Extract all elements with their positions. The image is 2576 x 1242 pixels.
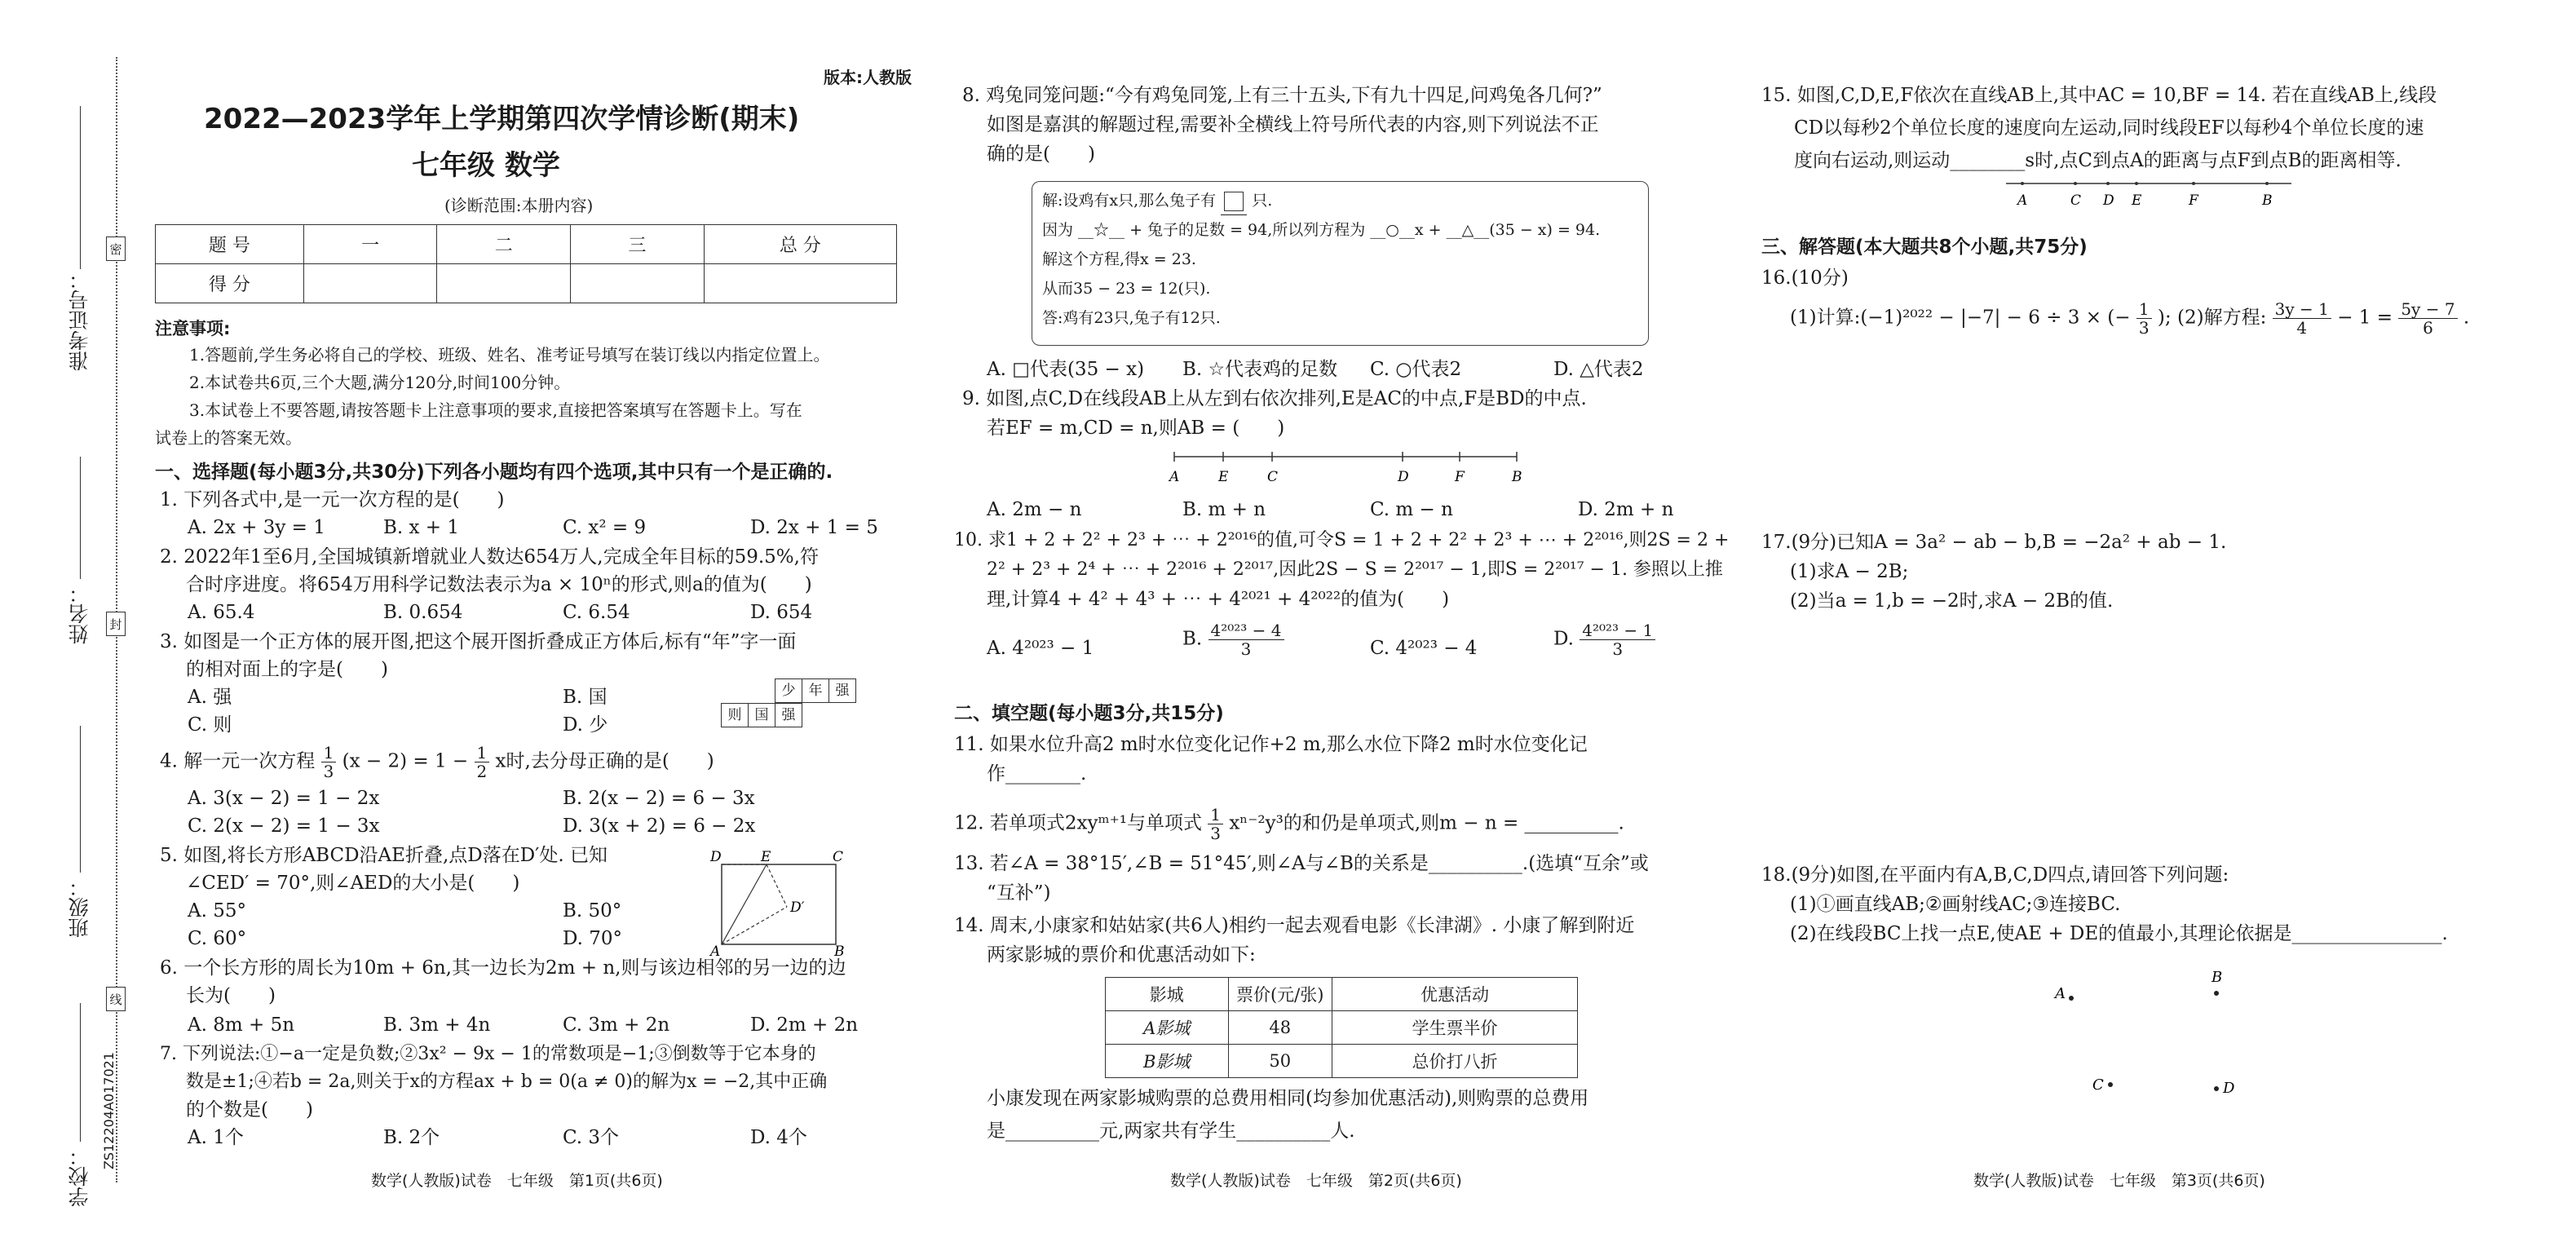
cinema-cell: 50 bbox=[1228, 1045, 1332, 1078]
q4-fraction-1 bbox=[321, 744, 337, 780]
frac-num: 4²⁰²³ − 4 bbox=[1208, 621, 1284, 640]
net-cell: 少 bbox=[775, 678, 802, 703]
point-label: D bbox=[2103, 192, 2114, 209]
score-header-cell: 一 bbox=[303, 225, 437, 264]
q8-option-d[interactable]: D. △代表2 bbox=[1553, 359, 1644, 380]
question-10-line1: 10. 求1 + 2 + 2² + 2³ + ⋯ + 2²⁰¹⁶的值,可令S = 1 + 2 + 2² + 2³ + ⋯ + 2²⁰¹⁶,则2S = 2 + bbox=[954, 530, 1730, 550]
score-cell[interactable] bbox=[303, 264, 437, 303]
q4-option-d[interactable]: D. 3(x + 2) = 6 − 2x bbox=[563, 815, 756, 837]
q8-option-c[interactable]: C. ○代表2 bbox=[1370, 359, 1462, 380]
binding-margin bbox=[0, 0, 143, 1242]
page-1-footer: 数学(人教版)试卷 七年级 第1页(共6页) bbox=[371, 1172, 663, 1190]
q4-option-a[interactable]: A. 3(x − 2) = 1 − 2x bbox=[188, 788, 380, 809]
q16-2-text-mid: − 1 = bbox=[2337, 307, 2393, 329]
paper-code: ZS12204A017021 bbox=[101, 1052, 117, 1170]
table-row bbox=[1106, 1011, 1578, 1045]
q3-option-a[interactable]: A. 强 bbox=[188, 687, 232, 708]
notes-title: 注意事项: bbox=[155, 319, 231, 338]
cinema-cell: B影城 bbox=[1106, 1045, 1229, 1078]
q1-option-a[interactable]: A. 2x + 3y = 1 bbox=[188, 517, 325, 538]
point-label: C bbox=[833, 849, 844, 865]
frac-den: 3 bbox=[1612, 639, 1624, 659]
cinema-header-cell: 票价(元/张) bbox=[1228, 978, 1332, 1011]
q16-part-1 bbox=[1790, 300, 2172, 337]
frac-num: 1 bbox=[2136, 300, 2152, 319]
q6-option-b[interactable]: B. 3m + 4n bbox=[383, 1014, 491, 1036]
point-label: E bbox=[761, 849, 771, 865]
q12-text-post: xⁿ⁻²y³的和仍是单项式,则m − n = __________. bbox=[1229, 812, 1624, 834]
q9-option-d[interactable]: D. 2m + n bbox=[1578, 499, 1674, 520]
exam-scope: (诊断范围:本册内容) bbox=[444, 196, 594, 215]
score-table bbox=[155, 224, 897, 303]
score-cell[interactable] bbox=[571, 264, 705, 303]
point-label: E bbox=[2132, 192, 2142, 209]
frac-num: 1 bbox=[321, 744, 337, 762]
exam-number-field[interactable] bbox=[80, 106, 81, 269]
score-row-label: 得 分 bbox=[156, 264, 304, 303]
question-8-line2: 如图是嘉淇的解题过程,需要补全横线上符号所代表的内容,则下列说法不正 bbox=[987, 114, 1599, 135]
question-15-line3[interactable]: 度向右运动,则运动________s时,点C到点A的距离与点F到点B的距离相等. bbox=[1794, 150, 2401, 171]
net-cell: 强 bbox=[828, 678, 856, 703]
exam-title: 2022—2023学年上学期第四次学情诊断(期末) bbox=[204, 103, 800, 135]
exam-subtitle: 七年级 数学 bbox=[412, 149, 560, 182]
q9-segment-figure bbox=[1158, 447, 1533, 488]
cinema-header-cell: 影城 bbox=[1106, 978, 1229, 1011]
q12-fraction bbox=[1208, 806, 1223, 842]
question-6-line1: 6. 一个长方形的周长为10m + 6n,其一边长为2m + n,则与该边相邻的另一边的边 bbox=[160, 957, 846, 979]
solution-line-1-pre: 解:设鸡有x只,那么兔子有 bbox=[1042, 192, 1217, 210]
question-8-line1: 8. 鸡兔同笼问题:“今有鸡兔同笼,上有三十五头,下有九十四足,问鸡兔各几何?” bbox=[962, 85, 1602, 106]
point-label: C bbox=[2092, 1076, 2104, 1094]
solution-line-2: 因为 __☆__ + 兔子的足数 = 94,所以列方程为 __○__x + __△__(35 − x) = 94. bbox=[1042, 221, 1601, 239]
solution-line-4: 从而35 − 23 = 12(只). bbox=[1042, 280, 1211, 298]
point-label: D bbox=[2223, 1080, 2235, 1097]
q7-option-d[interactable]: D. 4个 bbox=[750, 1127, 807, 1148]
point-label: F bbox=[2189, 192, 2198, 209]
question-15-line1: 15. 如图,C,D,E,F依次在直线AB上,其中AC = 10,BF = 14. 若在直线AB上,线段 bbox=[1761, 85, 2437, 106]
q4-text-mid: (x − 2) = 1 − bbox=[342, 750, 469, 772]
question-2-line2: 合时序进度。将654万用科学记数法表示为a × 10ⁿ的形式,则a的值为( ) bbox=[186, 574, 812, 595]
score-header-cell: 二 bbox=[437, 225, 571, 264]
question-5-line2: ∠CED′ = 70°,则∠AED的大小是( ) bbox=[186, 873, 520, 894]
frac-den: 2 bbox=[476, 762, 488, 781]
q10-d-fraction bbox=[1580, 621, 1655, 658]
net-cell: 年 bbox=[802, 678, 829, 703]
q4-option-c[interactable]: C. 2(x − 2) = 1 − 3x bbox=[188, 815, 380, 837]
seal-mark-xian: 线 bbox=[106, 987, 126, 1011]
point-label: F bbox=[1455, 469, 1465, 485]
q9-option-b[interactable]: B. m + n bbox=[1182, 499, 1266, 520]
question-15-line2: CD以每秒2个单位长度的速度向左运动,同时线段EF以每秒4个单位长度的速 bbox=[1794, 117, 2424, 139]
score-header-cell: 总 分 bbox=[704, 225, 896, 264]
q2-option-b[interactable]: B. 0.654 bbox=[383, 602, 463, 623]
q15-line-figure bbox=[1998, 175, 2300, 212]
q16-1-text-pre: (1)计算:(−1)²⁰²² − |−7| − 6 ÷ 3 × (− bbox=[1790, 307, 2131, 329]
section-3-heading: 三、解答题(本大题共8个小题,共75分) bbox=[1761, 236, 2088, 258]
q3-option-c[interactable]: C. 则 bbox=[188, 714, 232, 736]
q16-2-text-pre: (2)解方程: bbox=[2177, 307, 2267, 329]
point-label: D′ bbox=[790, 899, 805, 916]
rectangle-fold-figure bbox=[705, 848, 848, 958]
question-2-line1: 2. 2022年1至6月,全国城镇新增就业人数达654万人,完成全年目标的59.5%,符 bbox=[160, 546, 819, 568]
score-cell[interactable] bbox=[704, 264, 896, 303]
q5-option-b[interactable]: B. 50° bbox=[563, 900, 622, 922]
q8-option-b[interactable]: B. ☆代表鸡的足数 bbox=[1182, 359, 1338, 380]
question-9-line1: 9. 如图,点C,D在线段AB上从左到右依次排列,E是AC的中点,F是BD的中点. bbox=[962, 388, 1587, 409]
note-item: 3.本试卷上不要答题,请按答题卡上注意事项的要求,直接把答案填写在答题卡上。写在 bbox=[189, 400, 802, 420]
question-14-line3: 小康发现在两家影城购票的总费用相同(均参加优惠活动),则购票的总费用 bbox=[987, 1088, 1589, 1109]
point-label: A bbox=[1169, 469, 1180, 485]
question-18-line1: 18.(9分)如图,在平面内有A,B,C,D四点,请回答下列问题: bbox=[1761, 864, 2229, 886]
q5-option-d[interactable]: D. 70° bbox=[563, 928, 623, 949]
q9-option-c[interactable]: C. m − n bbox=[1370, 499, 1453, 520]
q12-text-pre: 12. 若单项式2xyᵐ⁺¹与单项式 bbox=[954, 812, 1202, 834]
q6-option-c[interactable]: C. 3m + 2n bbox=[563, 1014, 670, 1036]
question-18-line2: (1)①画直线AB;②画射线AC;③连接BC. bbox=[1790, 894, 2121, 915]
point-label: B bbox=[1512, 469, 1522, 485]
q18-points-figure bbox=[2039, 962, 2251, 1101]
frac-den: 3 bbox=[323, 762, 334, 781]
solution-line-1 bbox=[1042, 187, 1272, 215]
q4-fraction-2 bbox=[475, 744, 490, 780]
frac-den: 3 bbox=[1210, 824, 1221, 843]
q2-option-a[interactable]: A. 65.4 bbox=[188, 602, 255, 623]
q3-option-b[interactable]: B. 国 bbox=[563, 687, 608, 708]
cinema-price-table bbox=[1105, 977, 1578, 1078]
frac-num: 4²⁰²³ − 1 bbox=[1580, 621, 1655, 640]
question-11-line2[interactable]: 作________. bbox=[987, 763, 1087, 785]
point-label: A bbox=[2055, 985, 2066, 1002]
net-cell: 国 bbox=[748, 703, 775, 727]
blank-square-icon bbox=[1224, 192, 1244, 211]
frac-num: 3y − 1 bbox=[2273, 300, 2331, 319]
q1-option-b[interactable]: B. x + 1 bbox=[383, 517, 460, 538]
question-4 bbox=[160, 744, 714, 780]
net-cell: 则 bbox=[721, 703, 749, 727]
name-field[interactable] bbox=[80, 457, 81, 579]
frac-num: 1 bbox=[475, 744, 490, 762]
cinema-cell: 48 bbox=[1228, 1011, 1332, 1045]
q1-option-d[interactable]: D. 2x + 1 = 5 bbox=[750, 517, 878, 538]
page-2-footer: 数学(人教版)试卷 七年级 第2页(共6页) bbox=[1170, 1172, 1462, 1190]
q4-text-pre: 4. 解一元一次方程 bbox=[160, 750, 316, 772]
q2-option-c[interactable]: C. 6.54 bbox=[563, 602, 630, 623]
option-letter: B. bbox=[1182, 628, 1203, 650]
section-2-heading: 二、填空题(每小题3分,共15分) bbox=[954, 703, 1224, 724]
q5-option-a[interactable]: A. 55° bbox=[188, 900, 246, 922]
frac-num: 1 bbox=[1208, 806, 1223, 824]
section-1-heading: 一、选择题(每小题3分,共30分)下列各小题均有四个选项,其中只有一个是正确的. bbox=[155, 462, 833, 483]
q2-option-d[interactable]: D. 654 bbox=[750, 602, 813, 623]
q10-option-d[interactable] bbox=[1553, 621, 1655, 658]
question-14-line2: 两家影城的票价和优惠活动如下: bbox=[987, 944, 1256, 966]
question-8-line3: 确的是( ) bbox=[987, 144, 1095, 165]
school-field[interactable] bbox=[80, 1003, 81, 1142]
q16-1-fraction bbox=[2136, 300, 2152, 337]
point-label: E bbox=[1218, 469, 1229, 485]
note-item: 试卷上的答案无效。 bbox=[155, 428, 302, 448]
question-18-line3[interactable]: (2)在线段BC上找一点E,使AE + DE的值最小,其理论依据是________________. bbox=[1790, 923, 2448, 944]
q7-option-c[interactable]: C. 3个 bbox=[563, 1127, 620, 1148]
name-label: 姓名： bbox=[68, 583, 91, 644]
point-label: D bbox=[710, 849, 722, 865]
q5-option-c[interactable]: C. 60° bbox=[188, 928, 247, 949]
table-row bbox=[1106, 1045, 1578, 1078]
point-label: B bbox=[834, 944, 845, 958]
cinema-cell: 学生票半价 bbox=[1332, 1011, 1577, 1045]
q16-2-fraction-right bbox=[2398, 300, 2457, 337]
note-item: 2.本试卷共6页,三个大题,满分120分,时间100分钟。 bbox=[189, 373, 571, 392]
q6-option-d[interactable]: D. 2m + 2n bbox=[750, 1014, 859, 1036]
note-item: 1.答题前,学生务必将自己的学校、班级、姓名、准考证号填写在装订线以内指定位置上。 bbox=[189, 345, 830, 365]
question-5-line1: 5. 如图,将长方形ABCD沿AE折叠,点D落在D′处. 已知 bbox=[160, 845, 608, 866]
question-17-line1: 17.(9分)已知A = 3a² − ab − b,B = −2a² + ab − 1. bbox=[1761, 532, 2227, 553]
solution-line-3: 解这个方程,得x = 23. bbox=[1042, 250, 1196, 268]
frac-den: 4 bbox=[2296, 318, 2308, 338]
score-header-cell: 题 号 bbox=[156, 225, 304, 264]
question-13-line1[interactable]: 13. 若∠A = 38°15′,∠B = 51°45′,则∠A与∠B的关系是__________.(选填“互余”或 bbox=[954, 853, 1649, 874]
score-header-cell: 三 bbox=[571, 225, 705, 264]
point-label: C bbox=[2070, 192, 2082, 209]
seal-mark-feng: 封 bbox=[106, 612, 126, 636]
question-7-line1: 7. 下列说法:①−a一定是负数;②3x² − 9x − 1的常数项是−1;③倒数等于它本身的 bbox=[160, 1044, 816, 1064]
frac-num: 5y − 7 bbox=[2398, 300, 2457, 319]
frac-den: 6 bbox=[2423, 318, 2433, 338]
q10-option-a[interactable]: A. 4²⁰²³ − 1 bbox=[987, 638, 1094, 659]
question-14-line4[interactable]: 是__________元,两家共有学生__________人. bbox=[987, 1120, 1355, 1142]
q4-option-b[interactable]: B. 2(x − 2) = 6 − 3x bbox=[563, 788, 755, 809]
version-label: 版本:人教版 bbox=[824, 68, 912, 87]
page-3-footer: 数学(人教版)试卷 七年级 第3页(共6页) bbox=[1973, 1172, 2265, 1190]
question-11-line1: 11. 如果水位升高2 m时水位变化记作+2 m,那么水位下降2 m时水位变化记 bbox=[954, 734, 1588, 755]
question-10-line3: 理,计算4 + 4² + 4³ + ⋯ + 4²⁰²¹ + 4²⁰²²的值为( ) bbox=[987, 589, 1450, 610]
question-16: 16.(10分) bbox=[1761, 267, 1849, 289]
q10-b-fraction bbox=[1208, 621, 1284, 658]
question-17-line2: (1)求A − 2B; bbox=[1790, 561, 1909, 582]
option-letter: D. bbox=[1553, 628, 1574, 650]
q16-part-2 bbox=[2177, 300, 2469, 337]
frac-den: 3 bbox=[2138, 318, 2150, 338]
q8-option-a[interactable]: A. □代表(35 − x) bbox=[987, 359, 1145, 380]
question-7-line2: 数是±1;④若b = 2a,则关于x的方程ax + b = 0(a ≠ 0)的解为x = −2,其中正确 bbox=[186, 1072, 828, 1092]
solution-line-1-post: 只. bbox=[1252, 192, 1273, 210]
exam-number-label: 准考证号： bbox=[68, 269, 91, 371]
q9-option-a[interactable]: A. 2m − n bbox=[987, 499, 1082, 520]
q16-2-text-post: . bbox=[2463, 307, 2470, 329]
question-10-line2: 2² + 2³ + 2⁴ + ⋯ + 2²⁰¹⁶ + 2²⁰¹⁷,因此2S − S = 2²⁰¹⁷ − 1,即S = 2²⁰¹⁷ − 1. 参照以上推 bbox=[987, 559, 1723, 580]
point-label: A bbox=[710, 944, 721, 958]
seal-mark-mi: 密 bbox=[106, 236, 126, 261]
point-label: D bbox=[1398, 469, 1409, 485]
solution-line-5: 答:鸡有23只,兔子有12只. bbox=[1042, 309, 1221, 327]
class-field[interactable] bbox=[80, 726, 81, 873]
point-label: A bbox=[2017, 192, 2028, 209]
question-14-line1: 14. 周末,小康家和姑姑家(共6人)相约一起去观看电影《长津湖》. 小康了解到附近 bbox=[954, 915, 1635, 936]
q16-1-text-post: ); bbox=[2157, 307, 2172, 329]
question-3-line1: 3. 如图是一个正方体的展开图,把这个展开图折叠成正方体后,标有“年”字一面 bbox=[160, 631, 797, 652]
q10-option-b[interactable] bbox=[1182, 621, 1284, 658]
q4-text-post: x时,去分母正确的是( ) bbox=[495, 750, 714, 772]
cinema-header-cell: 优惠活动 bbox=[1332, 978, 1577, 1011]
question-6-line2: 长为( ) bbox=[186, 985, 276, 1006]
q10-option-c[interactable]: C. 4²⁰²³ − 4 bbox=[1370, 638, 1478, 659]
q6-option-a[interactable]: A. 8m + 5n bbox=[188, 1014, 295, 1036]
question-7-line3: 的个数是( ) bbox=[186, 1099, 313, 1120]
class-label: 班级： bbox=[68, 877, 91, 938]
q3-option-d[interactable]: D. 少 bbox=[563, 714, 608, 736]
point-label: B bbox=[2262, 192, 2273, 209]
question-17-line3: (2)当a = 1,b = −2时,求A − 2B的值. bbox=[1790, 590, 2114, 612]
point-label: C bbox=[1267, 469, 1279, 485]
school-label: 学校： bbox=[68, 1146, 91, 1207]
q1-option-c[interactable]: C. x² = 9 bbox=[563, 517, 647, 538]
q16-2-fraction-left bbox=[2273, 300, 2331, 337]
point-label: B bbox=[2211, 969, 2223, 986]
cinema-cell: 总价打八折 bbox=[1332, 1045, 1577, 1078]
question-13-line2: “互补”) bbox=[987, 882, 1051, 904]
solution-box bbox=[1032, 181, 1649, 346]
score-cell[interactable] bbox=[437, 264, 571, 303]
q7-option-a[interactable]: A. 1个 bbox=[188, 1127, 244, 1148]
question-1: 1. 下列各式中,是一元一次方程的是( ) bbox=[160, 489, 505, 511]
question-9-line2: 若EF = m,CD = n,则AB = ( ) bbox=[987, 418, 1285, 439]
q7-option-b[interactable]: B. 2个 bbox=[383, 1127, 440, 1148]
question-12[interactable] bbox=[954, 806, 1624, 842]
frac-den: 3 bbox=[1240, 639, 1252, 659]
question-3-line2: 的相对面上的字是( ) bbox=[186, 659, 388, 680]
cinema-cell: A影城 bbox=[1106, 1011, 1229, 1045]
net-cell: 强 bbox=[775, 703, 802, 727]
